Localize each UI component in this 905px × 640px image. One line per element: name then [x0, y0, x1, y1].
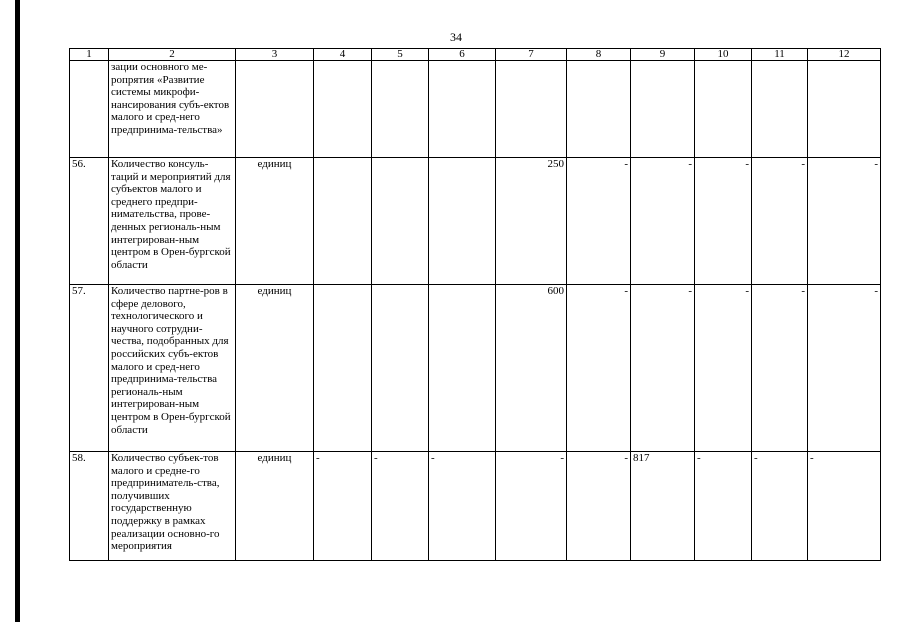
value-cell [429, 158, 496, 285]
table-row [70, 158, 881, 285]
unit-cell: единиц [236, 285, 314, 452]
row-number: 56. [70, 158, 109, 285]
header-cell: 7 [496, 49, 567, 61]
header-cell: 1 [70, 49, 109, 61]
value-cell: - [695, 452, 752, 561]
value-cell [314, 285, 372, 452]
value-cell [314, 158, 372, 285]
value-cell: - [567, 158, 631, 285]
value-cell [567, 61, 631, 158]
value-cell: - [695, 285, 752, 452]
unit-cell: единиц [236, 452, 314, 561]
value-cell: - [752, 158, 808, 285]
value-cell [429, 285, 496, 452]
header-cell: 4 [314, 49, 372, 61]
header-cell: 11 [752, 49, 808, 61]
header-cell: 3 [236, 49, 314, 61]
left-margin-bar [15, 0, 20, 622]
value-cell [631, 61, 695, 158]
value-cell [372, 158, 429, 285]
value-cell: - [496, 452, 567, 561]
unit-cell: единиц [236, 158, 314, 285]
value-cell: - [429, 452, 496, 561]
row-number: 57. [70, 285, 109, 452]
value-cell: - [567, 285, 631, 452]
value-cell [695, 61, 752, 158]
value-cell: - [372, 452, 429, 561]
value-cell: 600 [496, 285, 567, 452]
header-cell: 8 [567, 49, 631, 61]
value-cell: - [631, 158, 695, 285]
indicator-description: Количество субъек-тов малого и средне-го предприниматель-ства, получивших государственную поддержку в рамках реализации основно-го мероприятия [109, 452, 236, 561]
value-cell: - [808, 452, 881, 561]
value-cell: - [631, 285, 695, 452]
table-row [70, 61, 881, 158]
indicator-description: Количество партне-ров в сфере делового, технологического и научного сотрудни-чества, подобранных для российских субъ-ектов малого и сред-него предпринима-тельства региональ-ным интегрирован-ным центром в Орен-бургской области [109, 285, 236, 452]
unit-cell [236, 61, 314, 158]
data-table [69, 48, 881, 561]
header-cell: 9 [631, 49, 695, 61]
value-cell: - [695, 158, 752, 285]
header-cell: 10 [695, 49, 752, 61]
indicator-description: зации основного ме-ропрятия «Развитие системы микрофи-нансирования субъ-ектов малого и сред-него предпринима-тельства» [109, 61, 236, 158]
header-row [70, 49, 881, 61]
value-cell [808, 61, 881, 158]
value-cell [429, 61, 496, 158]
value-cell: - [314, 452, 372, 561]
header-cell: 2 [109, 49, 236, 61]
value-cell: 817 [631, 452, 695, 561]
header-cell: 5 [372, 49, 429, 61]
value-cell: - [808, 158, 881, 285]
row-number [70, 61, 109, 158]
value-cell: - [808, 285, 881, 452]
indicator-description: Количество консуль-таций и мероприятий для субъектов малого и среднего предпри-нимательства, прове-денных региональ-ным интегрирован-ным центром в Орен-бургской области [109, 158, 236, 285]
header-cell: 6 [429, 49, 496, 61]
value-cell: - [752, 452, 808, 561]
value-cell [752, 61, 808, 158]
page-number: 34 [450, 30, 462, 44]
table-row [70, 452, 881, 561]
value-cell: - [752, 285, 808, 452]
value-cell [314, 61, 372, 158]
value-cell [372, 61, 429, 158]
header-cell: 12 [808, 49, 881, 61]
row-number: 58. [70, 452, 109, 561]
table-row [70, 285, 881, 452]
value-cell [372, 285, 429, 452]
value-cell: 250 [496, 158, 567, 285]
value-cell: - [567, 452, 631, 561]
value-cell [496, 61, 567, 158]
